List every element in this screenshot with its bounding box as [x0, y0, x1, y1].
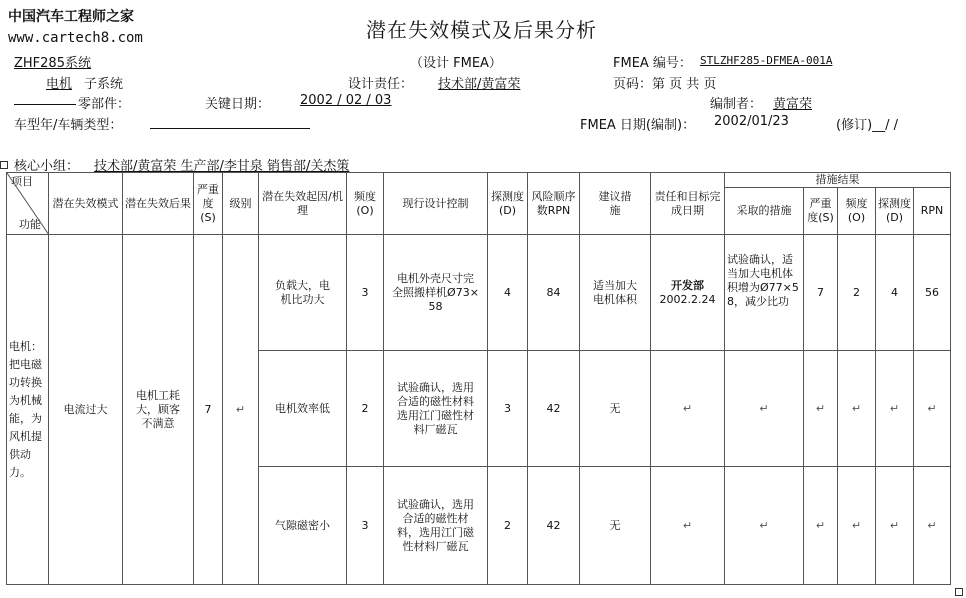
new-rpn-cell: ↵ — [914, 351, 951, 467]
model-year-label: 车型年/车辆类型： — [14, 118, 123, 133]
effect-cell: 电机工耗大，顾客不满意 — [123, 235, 194, 585]
failure-mode-cell: 电流过大 — [49, 235, 123, 585]
rpn-cell: 42 — [528, 351, 580, 467]
new-occurrence-cell: ↵ — [838, 351, 876, 467]
design-responsibility: 技术部/黄富荣 — [438, 77, 521, 92]
responsibility-header: 责任和目标完成日期 — [651, 173, 725, 235]
item-function-cell: 电机：把电磁功转换为机械能，为风机提供动力。 — [7, 235, 49, 585]
controls-cell: 试验确认，选用合适的磁性材料，选用江门磁性材料厂磁瓦 — [384, 467, 488, 585]
table-move-handle[interactable] — [0, 161, 8, 169]
fmea-number: STLZHF285-DFMEA-001A — [700, 54, 833, 67]
key-date: 2002 / 02 / 03 — [300, 93, 392, 108]
controls-header: 现行设计控制 — [384, 173, 488, 235]
design-responsibility-label: 设计责任： — [348, 77, 414, 92]
new-rpn-cell: ↵ — [914, 467, 951, 585]
new-detection-cell: ↵ — [876, 467, 914, 585]
failure-mode-header: 潜在失效模式 — [49, 173, 123, 235]
new-detection-cell: ↵ — [876, 351, 914, 467]
action-taken-header: 采取的措施 — [725, 188, 804, 235]
recommended-cell: 无 — [580, 351, 651, 467]
controls-cell: 电机外壳尺寸完全照搬样机Ø73×58 — [384, 235, 488, 351]
new-occurrence-cell: 2 — [838, 235, 876, 351]
header-row — [7, 173, 951, 188]
rpn-cell: 42 — [528, 467, 580, 585]
occurrence-cell: 3 — [347, 235, 384, 351]
class-header: 级别 — [223, 173, 259, 235]
system-name: ZHF285系统 — [14, 56, 91, 71]
function-header: 功能 — [19, 218, 41, 231]
action-taken-cell: ↵ — [725, 467, 804, 585]
recommended-header: 建议措施 — [580, 173, 651, 235]
new-detection-cell: 4 — [876, 235, 914, 351]
occurrence-header: 频度(O) — [347, 173, 384, 235]
cause-cell: 气隙磁密小 — [259, 467, 347, 585]
fmea-number-label: FMEA 编号： — [613, 56, 692, 71]
cause-cell: 负载大，电机比功大 — [259, 235, 347, 351]
responsibility-cell: ↵ — [651, 467, 725, 585]
recommended-cell: 适当加大电机体积 — [580, 235, 651, 351]
subsystem-name: 电机 — [46, 77, 73, 92]
item-function-header — [7, 173, 49, 235]
page-title: 潜在失效模式及后果分析 — [366, 18, 597, 42]
new-severity-cell: ↵ — [804, 351, 838, 467]
class-cell: ↵ — [223, 235, 259, 585]
cause-cell: 电机效率低 — [259, 351, 347, 467]
new-severity-cell: ↵ — [804, 467, 838, 585]
recommended-cell: 无 — [580, 467, 651, 585]
rpn-cell: 84 — [528, 235, 580, 351]
action-taken-cell: ↵ — [725, 351, 804, 467]
severity-cell: 7 — [194, 235, 223, 585]
table-resize-handle[interactable] — [955, 588, 963, 596]
responsibility-cell — [651, 235, 725, 351]
model-year-blank — [150, 128, 310, 129]
key-date-label: 关键日期： — [205, 97, 271, 112]
page-number: 页码：第 页 共 页 — [613, 77, 717, 92]
results-group-header: 措施结果 — [725, 173, 951, 188]
detection-cell: 2 — [488, 467, 528, 585]
editor-label: 编制者： — [710, 97, 763, 112]
watermark-url: www.cartech8.com — [8, 30, 143, 46]
part-blank — [14, 104, 76, 105]
target-date: 2002.2.24 — [659, 292, 716, 306]
detection-header: 探测度(D) — [488, 173, 528, 235]
detection-cell: 3 — [488, 351, 528, 467]
effect-header: 潜在失效后果 — [123, 173, 194, 235]
new-occurrence-header: 频度(O) — [838, 188, 876, 235]
watermark-site-name: 中国汽车工程师之家 — [8, 9, 134, 25]
responsibility-cell: ↵ — [651, 351, 725, 467]
item-header: 项目 — [11, 175, 33, 188]
fmea-table — [6, 172, 951, 585]
core-team: 技术部/黄富荣 生产部/李甘泉 销售部/关杰策 — [94, 159, 350, 174]
core-team-label: 核心小组： — [14, 159, 80, 174]
new-severity-cell: 7 — [804, 235, 838, 351]
cause-header: 潜在失效起因/机理 — [259, 173, 347, 235]
part-label: 零部件： — [78, 97, 131, 112]
fmea-date: 2002/01/23 — [714, 114, 789, 129]
occurrence-cell: 3 — [347, 467, 384, 585]
subsystem-suffix: 子系统 — [84, 77, 124, 92]
design-type: （设计 FMEA） — [410, 56, 502, 71]
new-detection-header: 探测度(D) — [876, 188, 914, 235]
table-row — [7, 235, 951, 351]
fmea-date-label: FMEA 日期(编制)： — [580, 118, 696, 133]
action-taken-cell: 试验确认，适当加大电机体积增为Ø77×58，减少比功 — [725, 235, 804, 351]
new-rpn-header: RPN — [914, 188, 951, 235]
new-rpn-cell: 56 — [914, 235, 951, 351]
controls-cell: 试验确认，选用合适的磁性材料 选用江门磁性材料厂磁瓦 — [384, 351, 488, 467]
detection-cell: 4 — [488, 235, 528, 351]
responsible-dept: 开发部 — [671, 278, 704, 292]
revision-field: (修订)__/ / — [836, 118, 899, 133]
occurrence-cell: 2 — [347, 351, 384, 467]
severity-header: 严重度(S) — [194, 173, 223, 235]
new-occurrence-cell: ↵ — [838, 467, 876, 585]
editor-name: 黄富荣 — [773, 97, 813, 112]
new-severity-header: 严重度(S) — [804, 188, 838, 235]
rpn-header: 风险顺序数RPN — [528, 173, 580, 235]
